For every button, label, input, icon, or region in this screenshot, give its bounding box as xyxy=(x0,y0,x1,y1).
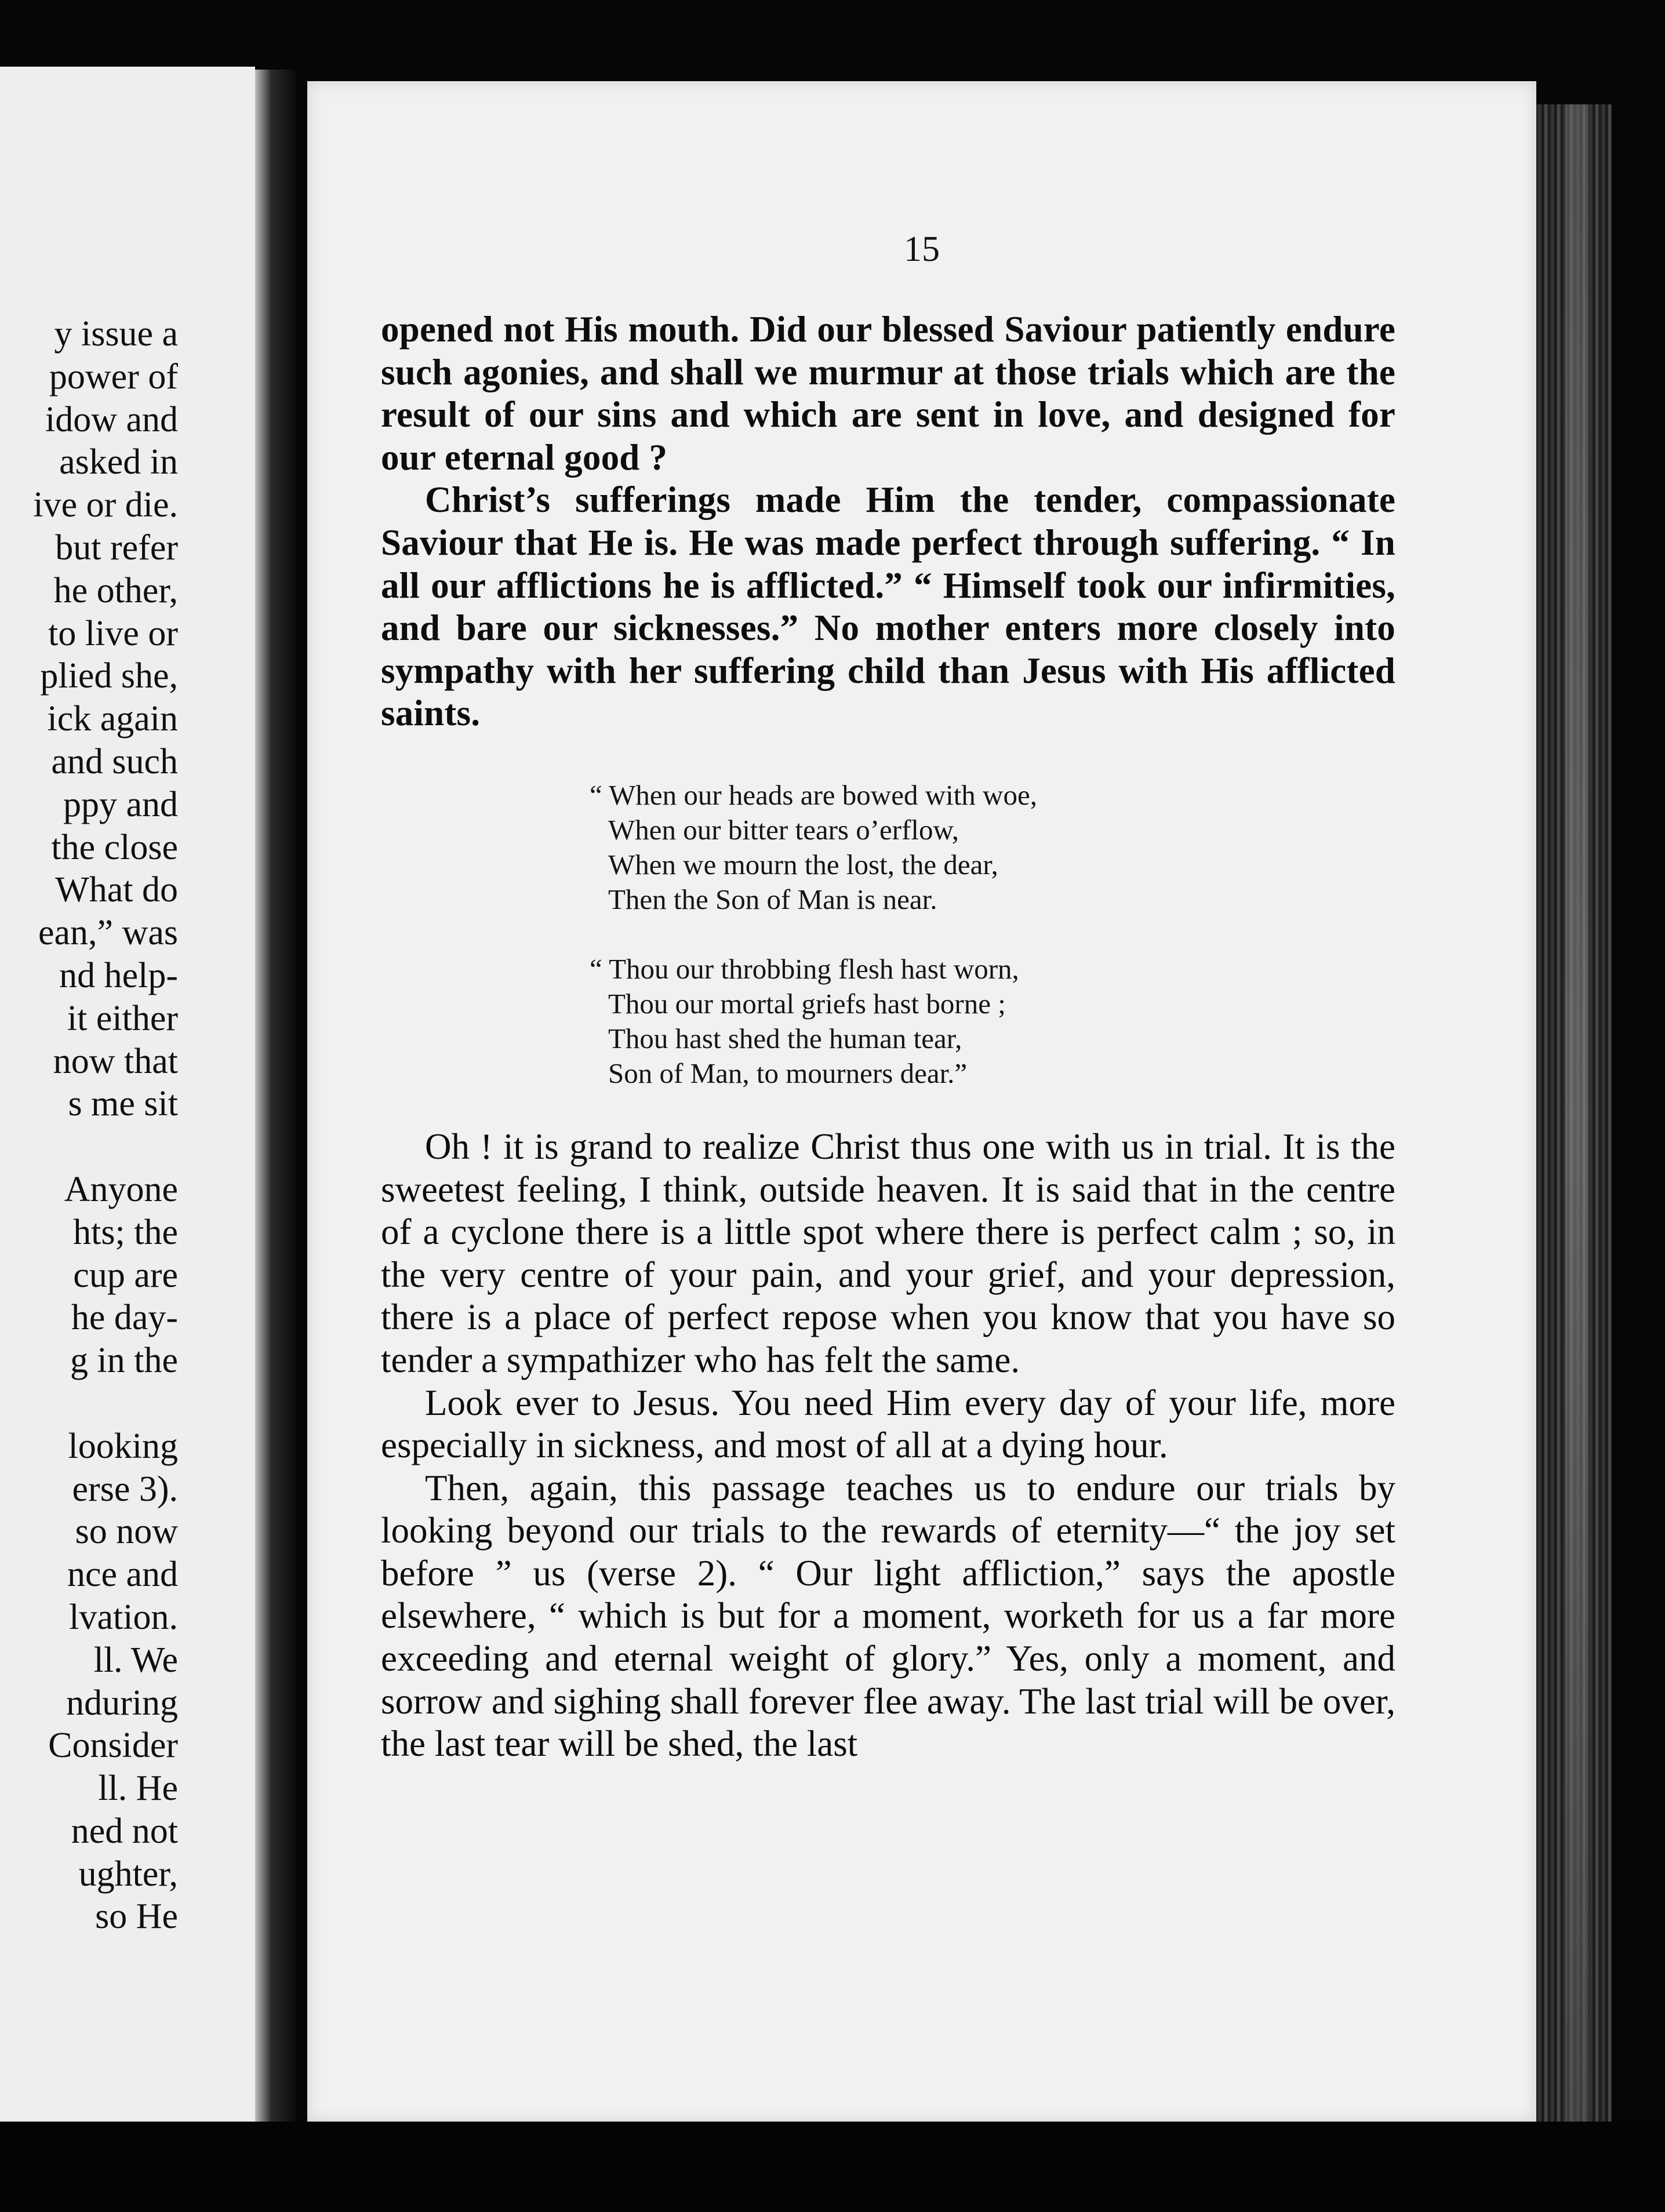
left-page-line: lvation. xyxy=(69,1597,178,1637)
page-number: 15 xyxy=(904,230,940,269)
left-page-line: ick again xyxy=(47,699,178,739)
book-page-edges-highlight xyxy=(1565,104,1588,2122)
poem-line: When our bitter tears o’erflow, xyxy=(608,813,959,846)
left-page-line: ned not xyxy=(71,1811,178,1851)
left-page-line: and such xyxy=(51,741,178,781)
left-page-line: power of xyxy=(49,356,178,396)
poem-quotation xyxy=(381,778,1395,1091)
left-page-line: ean,” was xyxy=(38,913,178,953)
scan-bottom-border xyxy=(0,2122,1665,2212)
left-page-line: s me sit xyxy=(68,1084,178,1124)
left-facing-page xyxy=(0,67,255,2130)
poem-line: “ Thou our throbbing flesh hast worn, xyxy=(590,952,1019,985)
poem-line: When we mourn the lost, the dear, xyxy=(608,848,998,881)
left-page-line: but refer xyxy=(55,527,178,567)
left-page-line: asked in xyxy=(59,442,178,482)
left-page-line: looking xyxy=(68,1426,178,1466)
poem-stanza xyxy=(590,952,1395,1091)
left-page-line: nduring xyxy=(66,1683,178,1723)
poem-line: Son of Man, to mourners dear.” xyxy=(608,1057,968,1089)
left-page-line: Anyone xyxy=(64,1169,178,1209)
paragraph-opened-not-his-mouth: opened not His mouth. Did our blessed Saviour patiently endure such agonies, and shall we murmur at those trials which are the result of our sins and which are sent in love, and designed for our eternal good ? xyxy=(381,309,1395,478)
left-page-line: nd help- xyxy=(59,955,178,995)
left-page-line xyxy=(0,1126,255,1169)
left-page-line: ive or die. xyxy=(33,485,178,525)
left-page-line: plied she, xyxy=(40,656,178,696)
poem-stanza xyxy=(590,778,1395,917)
left-page-line: the close xyxy=(51,827,178,867)
main-page xyxy=(307,81,1536,2122)
left-page-line: Consider xyxy=(48,1726,178,1766)
left-page-text xyxy=(0,313,255,1938)
page-body xyxy=(381,308,1395,1766)
left-page-line: g in the xyxy=(70,1341,178,1381)
left-page-line: now that xyxy=(53,1041,178,1081)
left-page-line xyxy=(0,1382,255,1425)
left-page-line: What do xyxy=(55,870,178,910)
left-page-line: erse 3). xyxy=(72,1469,178,1509)
left-page-line: ughter, xyxy=(78,1854,178,1894)
left-page-line: idow and xyxy=(45,399,178,439)
left-page-line: nce and xyxy=(67,1555,178,1595)
left-page-line: ppy and xyxy=(63,784,178,824)
left-page-line: y issue a xyxy=(54,314,178,354)
left-page-line: he other, xyxy=(53,570,178,610)
paragraph-christs-sufferings: Christ’s sufferings made Him the tender, compassionate Saviour that He is. He was made perfect through suffering. “ In all our afflictions he is afflicted.” “ Himself took our infirmities, and bare our sicknesses.” No mother enters more closely into sympathy with her suffering child than Jesus with His afflicted saints. xyxy=(381,479,1395,734)
left-page-line: ll. He xyxy=(98,1769,178,1809)
poem-line: Thou hast shed the human tear, xyxy=(608,1022,962,1054)
left-page-line: ll. We xyxy=(93,1640,178,1680)
paragraph-grand-to-realize: Oh ! it is grand to realize Christ thus one with us in trial. It is the sweetest feeling, I think, outside heaven. It is said that in the centre of a cyclone there is a little spot where there is perfect calm ; so, in the very centre of your pain, and your grief, and your depression, there is a place of perfect repose when you know that you have so tender a sympathizer who has felt the same. xyxy=(381,1126,1395,1380)
left-page-line: he day- xyxy=(71,1298,178,1338)
poem-line: Thou our mortal griefs hast borne ; xyxy=(608,987,1006,1020)
paragraph-then-again: Then, again, this passage teaches us to endure our trials by looking beyond our trials to the rewards of eternity—“ the joy set before ” us (verse 2). “ Our light affliction,” says the apostle elsewhere, “ which is but for a moment, worketh for us a far more exceeding and eternal weight of glory.” Yes, only a moment, and sorrow and sighing shall forever flee away. The last trial will be over, the last tear will be shed, the last xyxy=(381,1467,1395,1764)
left-page-line: so He xyxy=(95,1897,178,1937)
left-page-line: so now xyxy=(75,1512,178,1552)
left-page-line: to live or xyxy=(48,613,178,653)
paragraph-look-ever-to-jesus: Look ever to Jesus. You need Him every day of your life, more especially in sickness, and most of all at a dying hour. xyxy=(381,1382,1395,1466)
left-page-line: cup are xyxy=(73,1255,178,1295)
poem-line: “ When our heads are bowed with woe, xyxy=(590,778,1037,811)
left-page-line: it either xyxy=(67,998,178,1038)
left-page-line: hts; the xyxy=(73,1212,178,1252)
poem-line: Then the Son of Man is near. xyxy=(608,883,937,915)
book-gutter xyxy=(255,70,296,2133)
